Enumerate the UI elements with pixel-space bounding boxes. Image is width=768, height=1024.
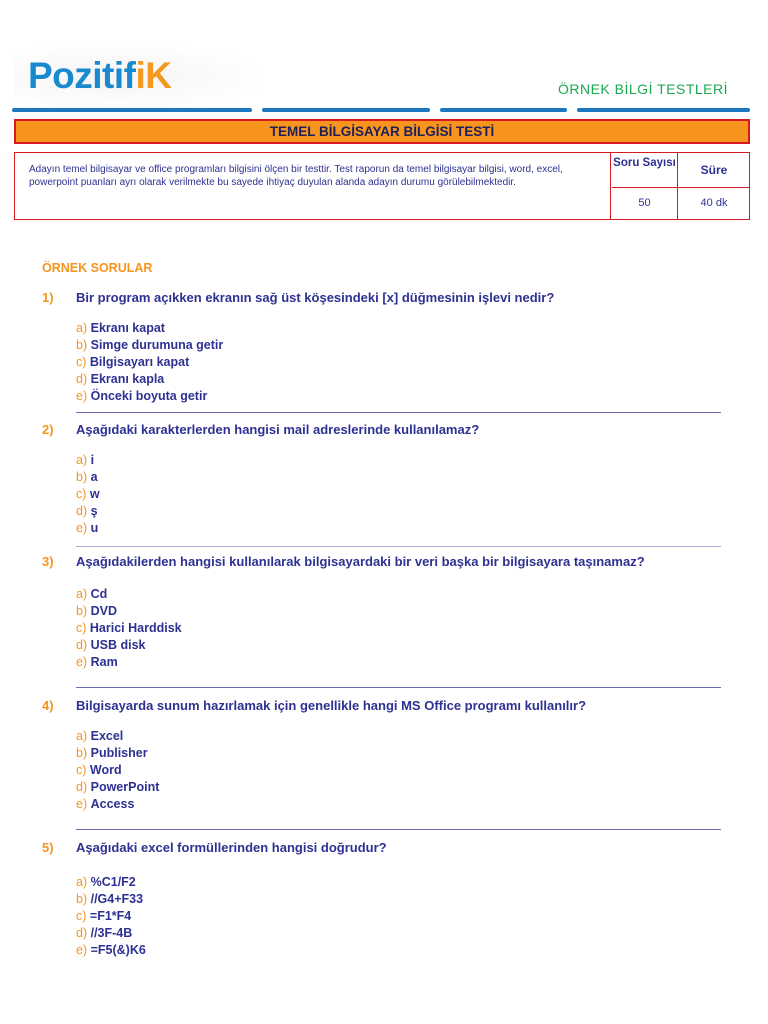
option-letter: c) [76,487,87,501]
question-divider [76,546,721,547]
logo-main-text: Pozitif [28,55,136,96]
option-item [76,503,100,520]
option-text: Word [89,763,122,777]
question-number: 2) [42,422,54,437]
question-divider [76,687,721,688]
question-number: 3) [42,554,54,569]
option-letter: a) [76,587,88,601]
option-letter: d) [76,926,88,940]
option-text: Ram [90,655,118,669]
question-text: Bilgisayarda sunum hazırlamak için genellikle hangi MS Office programı kullanılır? [76,698,587,713]
question-text: Aşağıdaki karakterlerden hangisi mail adreslerinde kullanılamaz? [76,422,480,437]
option-item [76,603,182,620]
option-text: Harici Harddisk [89,621,182,635]
option-letter: c) [76,355,87,369]
option-item [76,469,100,486]
option-text: Access [90,797,135,811]
option-letter: b) [76,892,88,906]
option-letter: c) [76,621,87,635]
option-letter: a) [76,875,88,889]
option-text: Önceki boyuta getir [90,389,208,403]
question-item [42,422,732,535]
header-title: ÖRNEK BİLGİ TESTLERİ [557,81,728,97]
option-text: =F5(&)K6 [90,943,146,957]
option-text: Excel [90,729,124,743]
option-letter: e) [76,797,88,811]
option-item [76,942,146,959]
option-item [76,486,100,503]
option-item [76,796,159,813]
option-text: a [90,470,98,484]
option-item [76,762,159,779]
option-item [76,320,223,337]
question-text: Bir program açıkken ekranın sağ üst köşesindeki [x] düğmesinin işlevi nedir? [76,290,555,305]
question-item [42,840,732,957]
option-list [76,586,182,671]
option-letter: a) [76,321,88,335]
option-list [76,452,100,537]
question-number: 1) [42,290,54,305]
test-title-bar: TEMEL BİLGİSAYAR BİLGİSİ TESTİ [14,119,750,144]
option-text: //3F-4B [90,926,133,940]
option-text: Bilgisayarı kapat [89,355,190,369]
option-text: Simge durumuna getir [90,338,224,352]
option-letter: c) [76,909,87,923]
option-text: Cd [90,587,108,601]
header-bar-segment [440,108,567,112]
logo-accent-text: iK [135,55,172,96]
option-item [76,654,182,671]
test-description: Adayın temel bilgisayar ve office programları bilgisini ölçen bir testtir. Test raporun da temel bilgisayar bilgisi, word, excel, powerpoint puanları ayrı olarak verilmekte bu sayede ihtiyaç duyulan alanda adayın durumu görülebilmektedir. [15,153,611,219]
option-letter: b) [76,746,88,760]
question-count-value: 50 [612,188,678,219]
option-item [76,891,146,908]
option-letter: e) [76,521,88,535]
question-divider [76,412,721,413]
option-list [76,728,159,813]
option-item [76,925,146,942]
option-item [76,520,100,537]
header-divider-bars [12,108,750,113]
option-item [76,620,182,637]
option-item [76,637,182,654]
option-item [76,452,100,469]
option-item [76,337,223,354]
option-letter: e) [76,389,88,403]
option-item [76,908,146,925]
option-letter: d) [76,372,88,386]
option-text: w [89,487,100,501]
question-item [42,554,732,669]
option-letter: b) [76,338,88,352]
header-bar-segment [262,108,430,112]
option-letter: a) [76,729,88,743]
duration-value: 40 dk [700,197,728,209]
option-list [76,320,223,405]
option-text: ş [90,504,98,518]
test-info-table [14,152,750,220]
option-letter: b) [76,604,88,618]
header-bar-segment [12,108,252,112]
option-text: =F1*F4 [89,909,132,923]
section-title: ÖRNEK SORULAR [42,261,153,275]
option-letter: b) [76,470,88,484]
option-text: Ekranı kapat [90,321,165,335]
option-text: %C1/F2 [90,875,136,889]
option-text: Ekranı kapla [90,372,165,386]
option-letter: d) [76,504,88,518]
question-text: Aşağıdaki excel formüllerinden hangisi doğrudur? [76,840,387,855]
company-logo [28,54,171,98]
option-item [76,354,223,371]
question-item [42,698,732,811]
option-text: i [90,453,95,467]
option-letter: e) [76,655,88,669]
option-text: //G4+F33 [90,892,144,906]
option-letter: a) [76,453,88,467]
header-bar-segment [577,108,750,112]
option-list [76,874,146,959]
option-letter: d) [76,638,88,652]
option-item [76,874,146,891]
question-text: Aşağıdakilerden hangisi kullanılarak bilgisayardaki bir veri başka bir bilgisayara taşınamaz? [76,554,645,569]
question-number: 4) [42,698,54,713]
logo-area [14,44,264,110]
option-letter: d) [76,780,88,794]
option-text: USB disk [90,638,146,652]
question-count-header: Soru Sayısı [612,153,678,188]
option-item [76,779,159,796]
option-letter: c) [76,763,87,777]
option-text: DVD [90,604,118,618]
option-text: Publisher [90,746,148,760]
option-item [76,388,223,405]
option-letter: e) [76,943,88,957]
option-item [76,728,159,745]
question-number: 5) [42,840,54,855]
question-item [42,290,732,403]
option-text: u [90,521,99,535]
option-item [76,586,182,603]
question-divider [76,829,721,830]
option-text: PowerPoint [90,780,160,794]
option-item [76,371,223,388]
duration-header: Süre [678,153,750,188]
option-item [76,745,159,762]
